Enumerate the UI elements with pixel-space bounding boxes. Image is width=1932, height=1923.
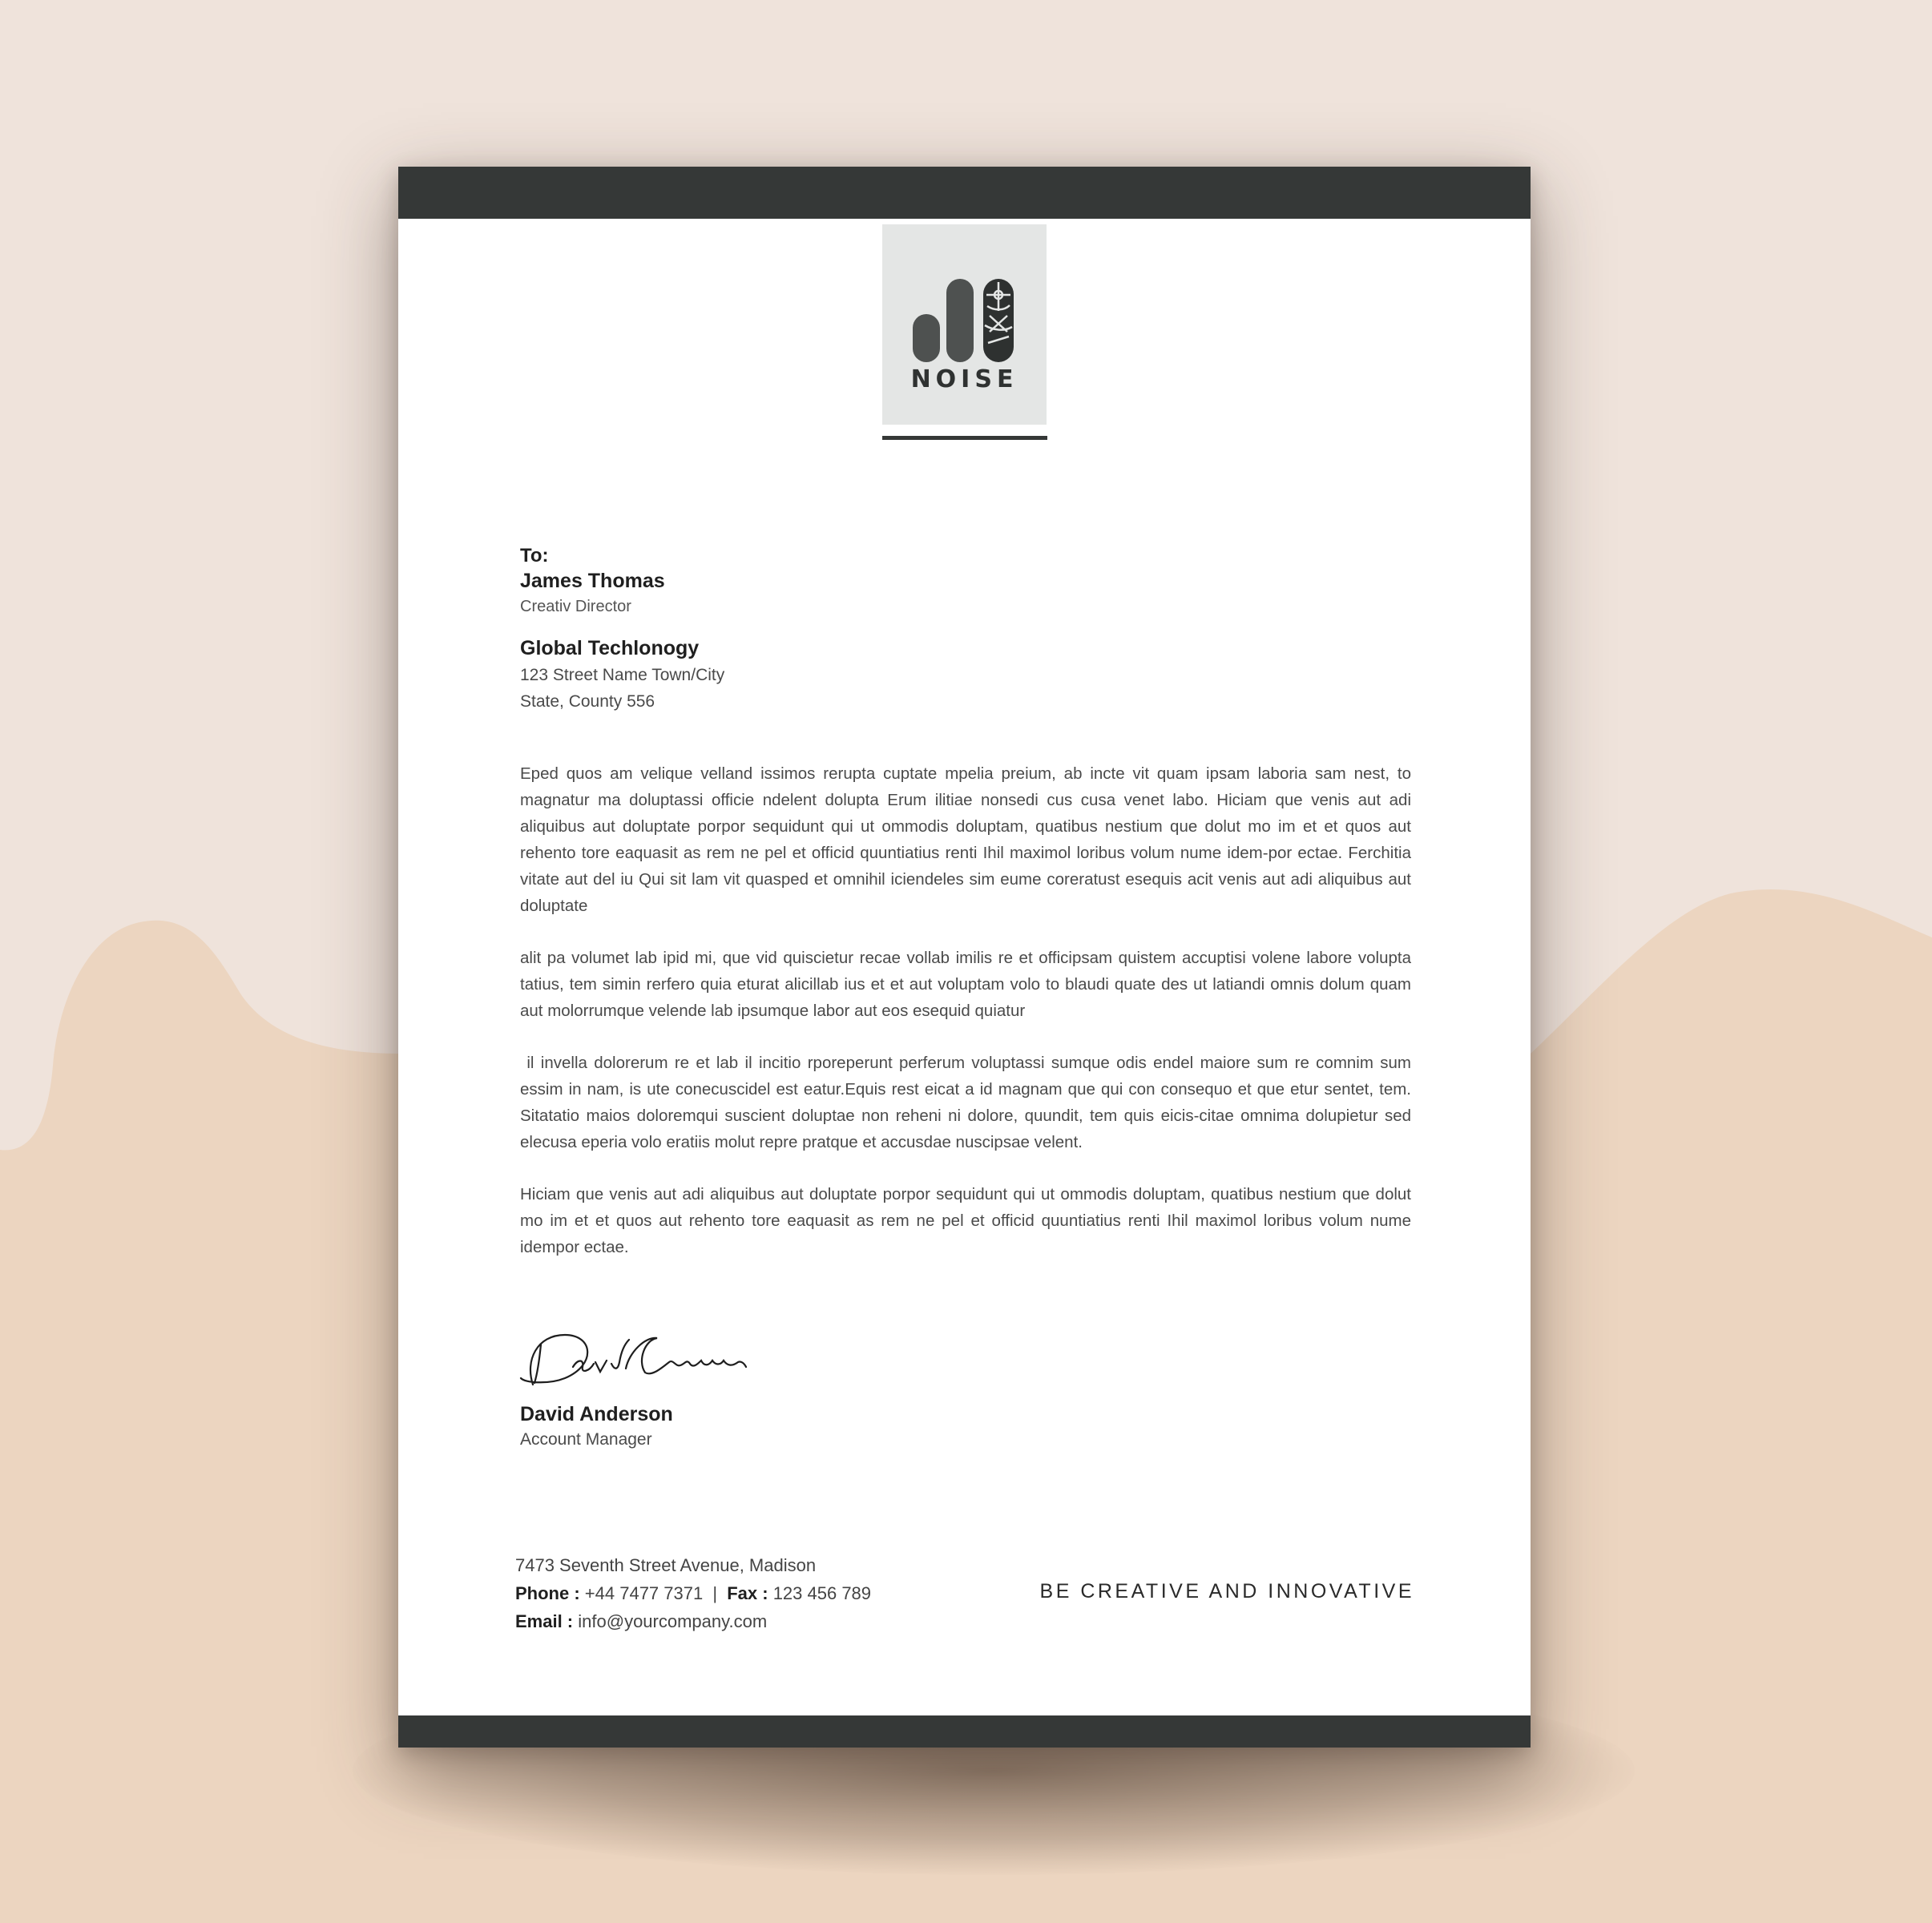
footer-contact-email	[515, 1611, 767, 1632]
footer-tagline: BE CREATIVE AND INNOVATIVE	[1039, 1580, 1414, 1602]
recipient-name: James Thomas	[520, 570, 665, 592]
fax-number: 123 456 789	[772, 1583, 872, 1603]
email-label: Email :	[515, 1611, 574, 1631]
recipient-role: Creativ Director	[520, 598, 631, 615]
sender-role: Account Manager	[520, 1430, 652, 1449]
company-address-line2: State, County 556	[520, 692, 655, 711]
footer-bar	[398, 1715, 1531, 1748]
contact-separator: |	[712, 1583, 718, 1603]
logo-wordmark: NOISE	[910, 365, 1018, 393]
email-address: info@yourcompany.com	[578, 1611, 768, 1631]
recipient-label: To:	[520, 545, 549, 566]
logo-underline	[882, 436, 1047, 440]
phone-label: Phone :	[515, 1583, 580, 1603]
header-bar	[398, 167, 1531, 219]
body-paragraph: Eped quos am velique velland issimos rerupta cuptate mpelia preium, ab incte vit quam ipsam laboria sam nest, to magnatur ma doluptassi officie ndelent dolupta Erum ilitiae nonsedi cus cusa venet labo. Hiciam que venis aut adi aliquibus aut doluptate porpor sequidunt qui ut ommodis doluptam, quatibus nestium que dolut mo im et et quos aut rehento tore eaquasit as rem ne pel et officid quuntiatius renti Ihil maximol loribus volum nume idem-por ectae. Ferchitia vitate aut del iu Qui sit lam vit quasped et omnihil iciendeles sim eume coreratust esequis acit venis aut adi aliquibus aut doluptate	[520, 764, 1411, 915]
footer-contact-phone-fax	[515, 1583, 871, 1604]
sender-name: David Anderson	[520, 1403, 673, 1425]
body-paragraph: il invella dolorerum re et lab il incitio rporeperunt perferum voluptassi sumque odis endel maiore sum re comnim sum essim in nam, is ute conecuscidel est eatur.Equis rest eicat a id magnam que qui con consequo et que etur sentet, tem. Sitatatio maios doloremqui suscient doluptae non reheni ni dolore, quundit, tem quis eicis-citae omnima dolupietur sed elecusa eperia volo eratiis molut repre pratque et accusdae nuscipsae velent.	[520, 1054, 1416, 1151]
footer-address: 7473 Seventh Street Avenue, Madison	[515, 1555, 817, 1575]
body-paragraph: alit pa volumet lab ipid mi, que vid quiscietur recae vollab imilis re et officipsam quistem accuptisi volene labore volupta tatius, tem simin rerfero quia eturat alicillab ius et et aut voluptam volo to blaudi quate des ut latiandi omnis dolum quam aut molorrumque velende lab ipsumque labor aut eos esequid quiatur	[520, 949, 1411, 1020]
body-paragraph: Hiciam que venis aut adi aliquibus aut doluptate porpor sequidunt qui ut ommodis doluptam, quatibus nestium que dolut mo im et et quos aut rehento tore eaquasit as rem ne pel et officid quuntiatius renti Ihil maximol loribus volum nume idempor ectae.	[520, 1185, 1411, 1256]
handwritten-signature	[517, 1328, 749, 1393]
phone-number: +44 7477 7371	[584, 1583, 704, 1603]
letterhead-sheet	[398, 167, 1531, 1748]
fax-label: Fax :	[727, 1583, 768, 1603]
logo	[882, 224, 1047, 425]
company-address-line1: 123 Street Name Town/City	[520, 666, 725, 684]
company-name: Global Techlonogy	[520, 637, 700, 659]
bars-and-globe-icon	[913, 279, 1017, 362]
